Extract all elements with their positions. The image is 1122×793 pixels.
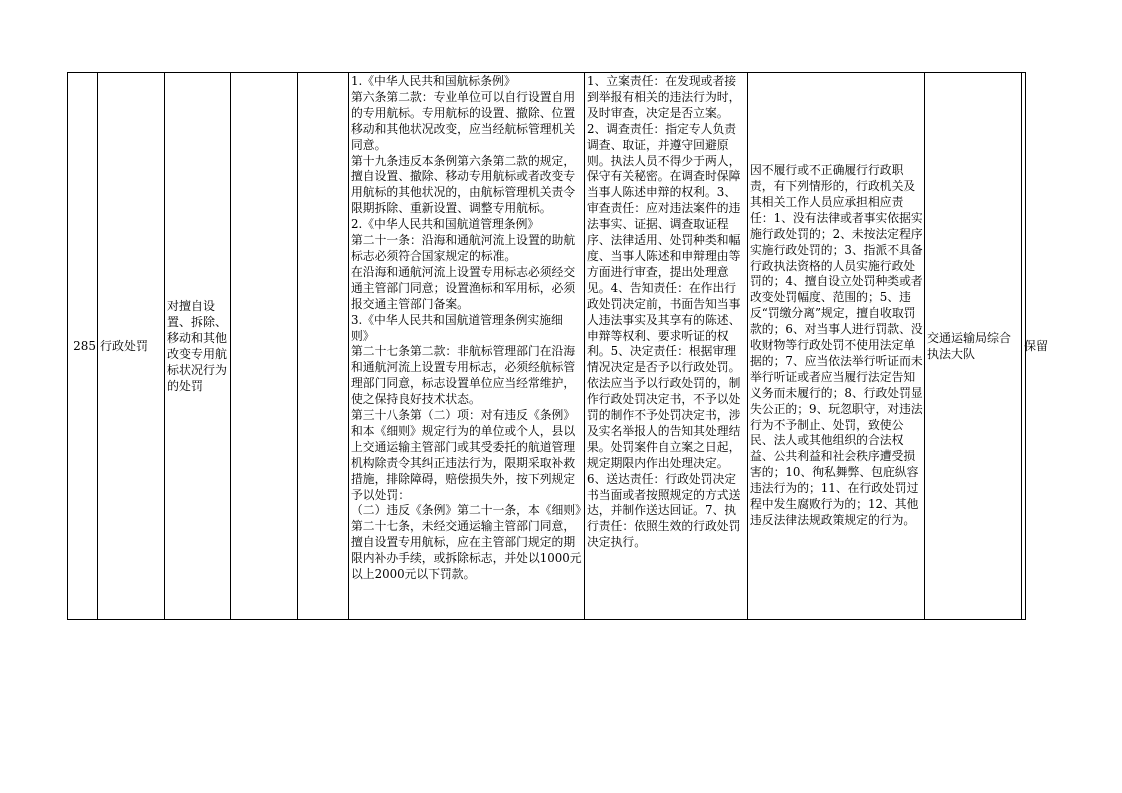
- note: 保留: [1024, 339, 1049, 353]
- row-number-cell: [68, 73, 98, 619]
- power-type-cell: [98, 73, 165, 619]
- legal-basis-text: 1.《中华人民共和国航标条例》 第六条第二款：专业单位可以自行设置自用的专用航标。专用航标的设置、撤除、位置移动和其他状况改变，应当经航标管理机关同意。 第十九条违反本条例第六条第二款的规定，擅自设置、撤除、移动专用航标或者改变专用航标的其他状况的，由航标管理机关责令限期拆除、重新设置、调整专用航标。 2.《中华人民共和国航道管理条例》 第二十一条：沿海和通航河流上设置的助航标志必须符合国家规定的标准。 在沿海和通航河流上设置专用标志必须经交通主管部门同意；设置渔标和军用标，必须报交通主管部门备案。 3.《中华人民共和国航道管理条例实施细则》 第二十七条第二款：非航标管理部门在沿海和通航河流上设置专用标志，必须经航标管理部门同意，标志设置单位应当经常维护，使之保持良好技术状态。 第三十八条第（二）项：对有违反《条例》和本《细则》规定行为的单位或个人，县以上交通运输主管部门或其受委托的航道管理机构除责令其纠正违法行为，限期采取补救措施，排除障碍，赔偿损失外，按下列规定予以处罚： （二）违反《条例》第二十一条，本《细则》第二十七条，未经交通运输主管部门同意，擅自设置专用航标，应在主管部门规定的期限内补办手续，或拆除标志，并处以1000元以上2000元以下罚款。: [351, 74, 582, 582]
- blank-cell: [298, 73, 349, 619]
- accountability-cell: [748, 73, 925, 619]
- item-name-cell: [165, 73, 231, 619]
- row-number: 285: [73, 339, 96, 353]
- note-cell: [1022, 73, 1092, 619]
- power-type: 行政处罚: [100, 339, 149, 353]
- item-name: 对擅自设置、拆除、移动和其他改变专用航标状况行为的处罚: [167, 299, 228, 393]
- power-list-table: [67, 72, 1049, 620]
- department-cell: [925, 73, 1022, 619]
- responsibility-cell: [585, 73, 748, 619]
- sub-item-cell: [231, 73, 298, 619]
- accountability-text: 因不履行或不正确履行行政职责，有下列情形的，行政机关及其相关工作人员应承担相应责任：1、没有法律或者事实依据实施行政处罚的；2、未按法定程序实施行政处罚的；3、指派不具备行政执法资格的人员实施行政处罚的；4、擅自设立处罚种类或者改变处罚幅度、范围的；5、违反“罚缴分离”规定，擅自收取罚款的；6、对当事人进行罚款、没收财物等行政处罚不使用法定单据的；7、应当依法举行听证而未举行听证或者应当履行法定告知义务而未履行的；8、行政处罚显失公正的；9、玩忽职守，对违法行为不予制止、处罚，致使公民、法人或其他组织的合法权益、公共利益和社会秩序遭受损害的；10、徇私舞弊、包庇纵容违法行为的；11、在行政处罚过程中发生腐败行为的；12、其他违反法律法规政策规定的行为。: [750, 163, 923, 528]
- department: 交通运输局综合执法大队: [927, 331, 1012, 361]
- responsibility-text: 1、立案责任：在发现或者接到举报有相关的违法行为时，及时审查，决定是否立案。2、调查责任：指定专人负责调查、取证，并遵守回避原则。执法人员不得少于两人，保守有关秘密。在调查时保障当事人陈述申辩的权利。3、审查责任：应对违法案件的违法事实、证据、调查取证程序、法律适用、处罚种类和幅度、当事人陈述和申辩理由等方面进行审查，提出处理意见。4、告知责任：在作出行政处罚决定前，书面告知当事人违法事实及其享有的陈述、申辩等权利、要求听证的权利。5、决定责任：根据审理情况决定是否予以行政处罚。依法应当予以行政处罚的，制作行政处罚决定书，不予以处罚的制作不予处罚决定书，涉及实名举报人的告知其处理结果。处罚案件自立案之日起，规定期限内作出处理决定。 6、送达责任：行政处罚决定书当面或者按照规定的方式送达，并制作送达回证。7、执行责任：依照生效的行政处罚决定执行。: [587, 74, 741, 550]
- legal-basis-cell: [349, 73, 585, 619]
